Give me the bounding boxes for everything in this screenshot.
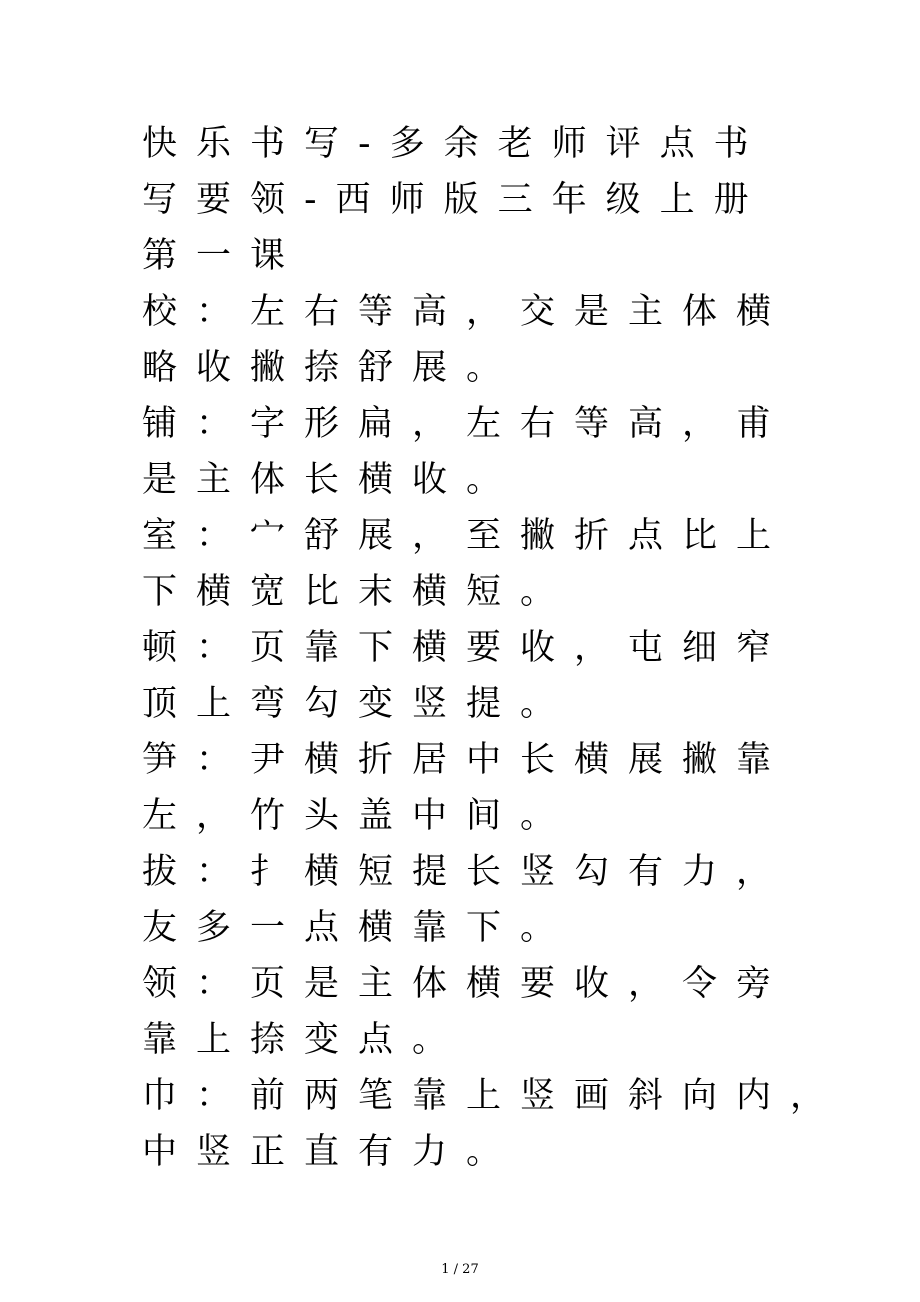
text-line: 拔：扌横短提长竖勾有力， [142, 852, 791, 892]
lesson-heading: 第一课 [142, 236, 305, 276]
text-line: 校：左右等高，交是主体横 [142, 292, 791, 332]
text-line: 下横宽比末横短。 [142, 572, 575, 612]
text-line: 顿：页靠下横要收，屯细窄 [142, 628, 791, 668]
text-line: 巾：前两笔靠上竖画斜向内， [142, 1076, 845, 1116]
document-body [142, 116, 845, 1180]
title-line-2: 写要领-西师版三年级上册 [142, 180, 768, 220]
text-line: 略收撇捺舒展。 [142, 348, 521, 388]
text-line: 铺：字形扁，左右等高，甫 [142, 404, 791, 444]
text-line: 友多一点横靠下。 [142, 908, 575, 948]
text-line: 顶上弯勾变竖提。 [142, 684, 575, 724]
text-line: 左，竹头盖中间。 [142, 796, 575, 836]
text-line: 室：宀舒展，至撇折点比上 [142, 516, 791, 556]
page-number: 1 / 27 [441, 1262, 479, 1277]
text-line: 是主体长横收。 [142, 460, 521, 500]
text-line: 靠上捺变点。 [142, 1020, 467, 1060]
text-line: 笋：尹横折居中长横展撇靠 [142, 740, 791, 780]
text-line: 中竖正直有力。 [142, 1132, 521, 1172]
title-line-1: 快乐书写-多余老师评点书 [142, 124, 768, 164]
text-line: 领：页是主体横要收，令旁 [142, 964, 791, 1004]
